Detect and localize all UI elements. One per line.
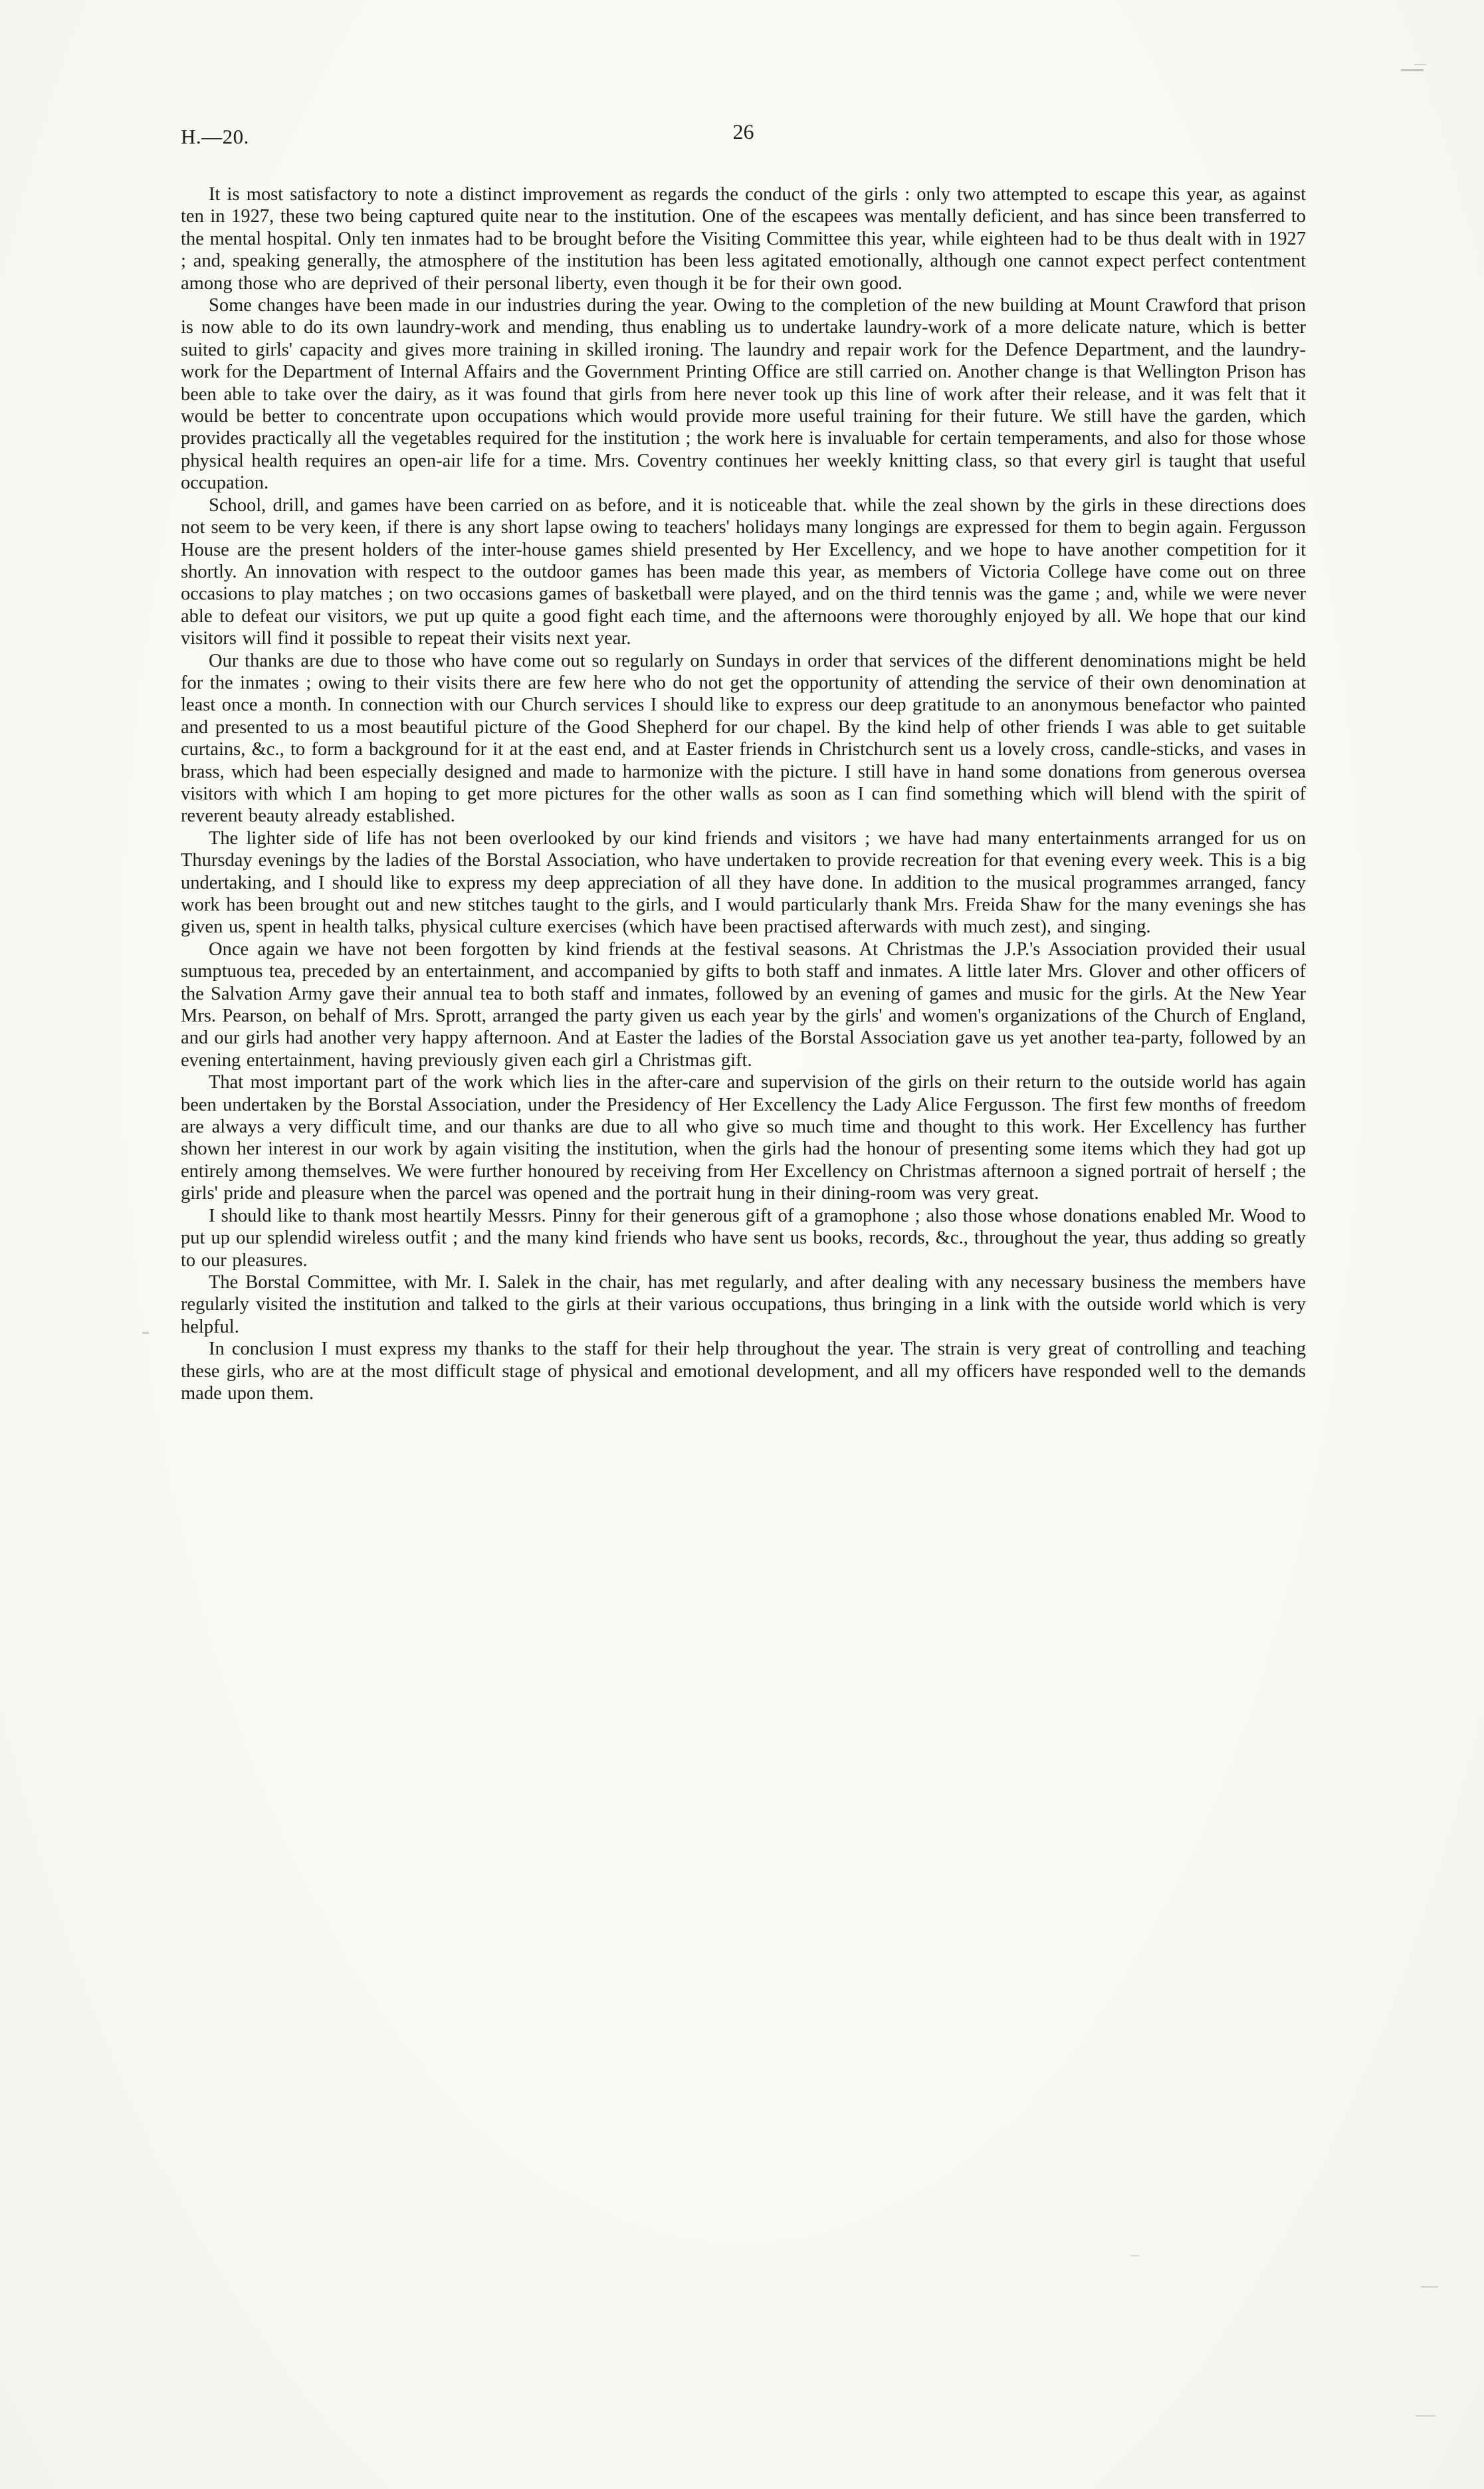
paragraph-borstal-committee: The Borstal Committee, with Mr. I. Salek in the chair, has met regularly, and after dealing with any necessary business the members have regularly visited the institution and talked to the girls at their various occupations, thus bringing in a link with the outside world which is very helpful. — [181, 1271, 1306, 1337]
paragraph-conduct-improvement: It is most satisfactory to note a distinct improvement as regards the conduct of the girls : only two attempted to escape this year, as against ten in 1927, these two being captured quite near to the institution. One of the escapees was mentally deficient, and has since been transferred to the mental hospital. Only ten inmates had to be brought before the Visiting Committee this year, while eighteen had to be thus dealt with in 1927 ; and, speaking generally, the atmosphere of the institution has been less agitated emotionally, although one cannot expect perfect contentment among those who are deprived of their personal liberty, even though it be for their own good. — [181, 184, 1306, 294]
paragraph-after-care: That most important part of the work which lies in the after-care and supervision of the girls on their return to the outside world has again been undertaken by the Borstal Association, under the Presidency of Her Excellency the Lady Alice Fergusson. The first few months of freedom are always a very difficult time, and our thanks are due to all who give so much time and thought to this work. Her Excellency has further shown her interest in our work by again visiting the institution, when the girls had the honour of presenting some items which they had got up entirely among themselves. We were further honoured by receiving from Her Excellency on Christmas afternoon a signed portrait of herself ; the girls' pride and pleasure when the parcel was opened and the portrait hung in their dining-room was very great. — [181, 1072, 1306, 1204]
scan-artifact — [1421, 2286, 1438, 2288]
doc-reference: H.—20. — [181, 125, 249, 148]
scan-artifact — [1401, 69, 1424, 71]
page-number: 26 — [732, 120, 754, 144]
scan-artifact — [1416, 2415, 1435, 2417]
paragraph-gifts-thanks: I should like to thank most heartily Messrs. Pinny for their generous gift of a gramophone ; also those whose donations enabled Mr. Wood to put up our splendid wireless outfit ; and the many kind friends who have sent us books, records, &c., throughout the year, thus adding so greatly to our pleasures. — [181, 1205, 1306, 1271]
page-header — [181, 120, 1306, 153]
scan-artifact — [1130, 2255, 1139, 2256]
scan-artifact — [142, 1332, 149, 1334]
paragraph-industries-changes: Some changes have been made in our industries during the year. Owing to the completion of the new building at Mount Crawford that prison is now able to do its own laundry-work and mending, thus enabling us to undertake laundry-work of a more delicate nature, which is better suited to girls' capacity and gives more training in skilled ironing. The laundry and repair work for the Defence Department, and the laundry-work for the Department of Internal Affairs and the Government Printing Office are still carried on. Another change is that Wellington Prison has been able to take over the dairy, as it was found that girls from here never took up this line of work after their release, and it was felt that it would be better to concentrate upon occupations which would provide more useful training for their future. We still have the garden, which provides practically all the vegetables required for the institution ; the work here is invaluable for certain temperaments, and also for those whose physical health requires an open-air life for a time. Mrs. Coventry continues her weekly knitting class, so that every girl is taught that useful occupation. — [181, 295, 1306, 494]
paragraph-entertainments: The lighter side of life has not been overlooked by our kind friends and visitors ; we have had many entertainments arranged for us on Thursday evenings by the ladies of the Borstal Association, who have undertaken to provide recreation for that evening every week. This is a big undertaking, and I should like to express my deep appreciation of all they have done. In addition to the musical programmes arranged, fancy work has been brought out and new stitches taught to the girls, and I would particularly thank Mrs. Freida Shaw for the many evenings she has given us, spent in health talks, physical culture exercises (which have been practised afterwards with much zest), and singing. — [181, 827, 1306, 938]
scan-artifact — [1414, 64, 1426, 65]
paragraph-festival-seasons: Once again we have not been forgotten by kind friends at the festival seasons. At Christmas the J.P.'s Association provided their usual sumptuous tea, preceded by an entertainment, and accompanied by gifts to both staff and inmates. A little later Mrs. Glover and other officers of the Salvation Army gave their annual tea to both staff and inmates, followed by an evening of games and music for the girls. At the New Year Mrs. Pearson, on behalf of Mrs. Sprott, arranged the party given us each year by the girls' and women's organizations of the Church of England, and our girls had another very happy afternoon. And at Easter the ladies of the Borstal Association gave us yet another tea-party, followed by an evening entertainment, having previously given each girl a Christmas gift. — [181, 938, 1306, 1071]
paragraph-school-drill-games: School, drill, and games have been carried on as before, and it is noticeable that. while the zeal shown by the girls in these directions does not seem to be very keen, if there is any short lapse owing to teachers' holidays many longings are expressed for them to begin again. Fergusson House are the present holders of the inter-house games shield presented by Her Excellency, and we hope to have another competition for it shortly. An innovation with respect to the outdoor games has been made this year, as members of Victoria College have come out on three occasions to play matches ; on two occasions games of basketball were played, and on the third tennis was the game ; and, while we were never able to defeat our visitors, we put up quite a good fight each time, and the afternoons were thoroughly enjoyed by all. We hope that our kind visitors will find it possible to repeat their visits next year. — [181, 494, 1306, 649]
paragraph-church-services: Our thanks are due to those who have come out so regularly on Sundays in order that services of the different denominations might be held for the inmates ; owing to their visits there are few here who do not get the opportunity of attending the service of their own denomination at least once a month. In connection with our Church services I should like to express our deep gratitude to an anonymous benefactor who painted and presented to us a most beautiful picture of the Good Shepherd for our chapel. By the kind help of other friends I was able to get suitable curtains, &c., to form a background for it at the east end, and at Easter friends in Christchurch sent us a lovely cross, candle-sticks, and vases in brass, which had been especially designed and made to harmonize with the picture. I still have in hand some donations from generous oversea visitors with which I am hoping to get more pictures for the other walls as soon as I can find something which will blend with the spirit of reverent beauty already established. — [181, 650, 1306, 827]
paragraph-conclusion: In conclusion I must express my thanks to the staff for their help throughout the year. The strain is very great of controlling and teaching these girls, who are at the most difficult stage of physical and emotional development, and all my officers have responded well to the demands made upon them. — [181, 1339, 1306, 1404]
report-body — [181, 183, 1306, 1404]
